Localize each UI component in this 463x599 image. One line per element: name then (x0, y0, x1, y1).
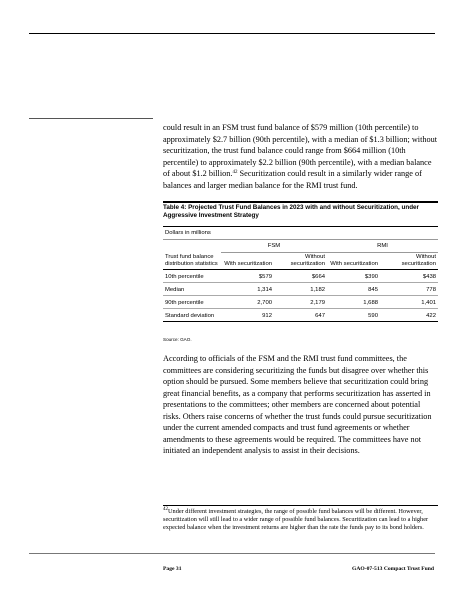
report-identifier: GAO-07-513 Compact Trust Fund (352, 566, 434, 572)
table-row (163, 270, 438, 283)
table-cell: 422 (380, 309, 438, 322)
margin-rule (29, 118, 153, 119)
footnote-number: 42 (163, 507, 168, 512)
table-group-row (163, 240, 438, 253)
trust-fund-table (163, 226, 438, 322)
table-source: Source: GAO. (163, 337, 192, 342)
body-paragraph-1 (163, 122, 438, 191)
table-cell: 1,688 (327, 296, 380, 309)
group-header-rmi: RMI (327, 240, 438, 253)
footer-rule (29, 553, 435, 554)
table-cell: 845 (327, 283, 380, 296)
table-cell: 1,182 (274, 283, 327, 296)
footnote-rule (163, 505, 438, 506)
table-row (163, 283, 438, 296)
row-label: 90th percentile (163, 296, 221, 309)
table-row (163, 309, 438, 322)
table-cell: 2,179 (274, 296, 327, 309)
table-cell: $664 (274, 270, 327, 283)
row-label: Median (163, 283, 221, 296)
paragraph-1-tail: Securitization could result in a similarly wider range of balances and larger median balance for the RMI trust fund. (163, 169, 422, 190)
footnote-text: Under different investment strategies, the range of possible fund balances will be different. However, securitization will still lead to a wider range of possible fund balances. Securitization can lead to a higher expected balance when the investment returns are higher than the rate the funds pay to its bond holders. (163, 508, 429, 531)
row-header: Trust fund balance distribution statistics (163, 253, 221, 270)
table-cell: 1,314 (221, 283, 274, 296)
table-cell: 1,401 (380, 296, 438, 309)
table-row (163, 296, 438, 309)
footnote (163, 508, 438, 532)
table-top-rule (163, 201, 438, 203)
table-cell: $438 (380, 270, 438, 283)
header-rule (29, 33, 435, 34)
paragraph-1-text: could result in an FSM trust fund balance of $579 million (10th percentile) to approximately $2.7 billion (90th percentile), with a median of $1.3 billion; without securitization, the trust fund balance could range from $664 million (10th percentile) to approximately $2.2 billion (90th percentile), with a median balance of about $1.2 billion. (163, 123, 438, 178)
table-cell: 778 (380, 283, 438, 296)
column-header: Without securitization (274, 253, 327, 270)
table-title: Table 4: Projected Trust Fund Balances in 2023 with and without Securitization, under Aggressive Investment Strategy (163, 204, 419, 219)
column-header: With securitization (221, 253, 274, 270)
page-number: Page 31 (163, 566, 182, 572)
table-cell: 647 (274, 309, 327, 322)
row-label: 10th percentile (163, 270, 221, 283)
table-cell: $579 (221, 270, 274, 283)
footnote-reference[interactable]: 42 (232, 170, 238, 175)
table-units-row (163, 227, 438, 240)
column-header: With securitization (327, 253, 380, 270)
table-cell: 590 (327, 309, 380, 322)
table-cell: 2,700 (221, 296, 274, 309)
body-paragraph-2: According to officials of the FSM and the RMI trust fund committees, the committees are considering securitizing the funds but disagree over whether this option should be pursued. Some members believe that securitization could bring great financial benefits, as a company that performs securitization has asserted in presentations to the committees; other members are concerned about potential risks. Others raise concerns of whether the trust funds could pursue securitization under the current amended compacts and trust fund agreements or whether amendments to these agreements would be required. The committees have not initiated an independent analysis to assist in their decisions. (163, 354, 432, 455)
group-header-fsm: FSM (221, 240, 327, 253)
column-header: Without securitization (380, 253, 438, 270)
table-units: Dollars in millions (163, 227, 438, 240)
table-header-row (163, 253, 438, 270)
table-cell: 912 (221, 309, 274, 322)
table-cell: $390 (327, 270, 380, 283)
row-label: Standard deviation (163, 309, 221, 322)
